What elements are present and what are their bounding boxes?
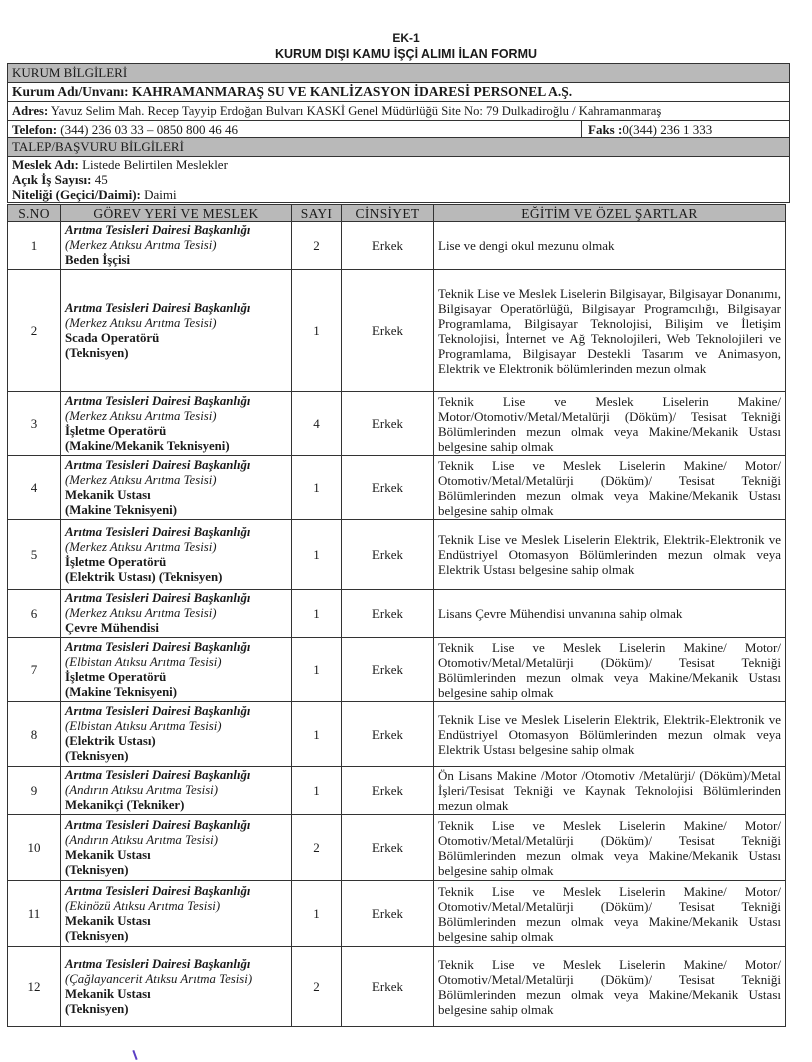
document-header	[0, 30, 812, 63]
row-gorev	[61, 392, 292, 456]
row-dept: Arıtma Tesisleri Dairesi Başkanlığı	[65, 300, 251, 315]
row-job-detail: (Teknisyen)	[65, 928, 129, 943]
row-cinsiyet: Erkek	[342, 702, 434, 767]
row-cinsiyet: Erkek	[342, 270, 434, 392]
row-job: Çevre Mühendisi	[65, 621, 159, 635]
acik-is-value: 45	[94, 172, 108, 187]
table-row	[8, 456, 786, 520]
row-dept: Arıtma Tesisleri Dairesi Başkanlığı	[65, 768, 251, 782]
row-job: İşletme Operatörü	[65, 669, 167, 684]
row-location: (Andırın Atıksu Arıtma Tesisi)	[65, 832, 218, 847]
row-job-detail: (Makine/Mekanik Teknisyeni)	[65, 438, 230, 453]
kurum-name-row	[8, 83, 789, 102]
table-row	[8, 590, 786, 638]
row-dept: Arıtma Tesisleri Dairesi Başkanlığı	[65, 524, 251, 539]
row-location: (Merkez Atıksu Arıtma Tesisi)	[65, 472, 217, 487]
row-job-detail: (Makine Teknisyeni)	[65, 684, 177, 699]
table-row	[8, 270, 786, 392]
row-egitim: Teknik Lise ve Meslek Liselerin Bilgisayar, Bilgisayar Donanımı, Bilgisayar Operatörlüğü, Bilgisayar Programcılığı, Bilgisayar Programlama, Bilgisayar Teknolojisi, Bilişim ve İletişim Teknolojisi, İnternet ve Ağ Teknolojileri, Web Teknolojileri ve Programlama, Bilgisayar Destekli Tasarım ve Animasyon, Elektrik ve Elektronik bölümlerinden mezun olmak	[434, 270, 786, 392]
row-dept: Arıtma Tesisleri Dairesi Başkanlığı	[65, 956, 251, 971]
row-location: (Merkez Atıksu Arıtma Tesisi)	[65, 606, 217, 620]
nitelik-label: Niteliği (Geçici/Daimi):	[12, 187, 141, 202]
phone-cell	[8, 121, 582, 137]
row-job: Beden İşçisi	[65, 253, 131, 267]
row-sayi: 1	[292, 456, 342, 520]
row-egitim: Teknik Lise ve Meslek Liselerin Makine/ Motor/Otomotiv/Metal/Metalürji (Döküm)/ Tesisat Tekniği Bölümlerinden mezun olmak veya Makine/Mekanik Ustası belgesine sahip olmak	[434, 392, 786, 456]
address-label: Adres:	[12, 104, 49, 118]
fax-cell	[582, 121, 789, 137]
row-job-detail: (Teknisyen)	[65, 749, 129, 763]
row-sayi: 2	[292, 947, 342, 1027]
acik-is-label: Açık İş Sayısı:	[12, 172, 92, 187]
meslek-value: Listede Belirtilen Meslekler	[82, 157, 228, 172]
row-gorev	[61, 767, 292, 815]
row-job: İşletme Operatörü	[65, 554, 167, 569]
row-gorev	[61, 815, 292, 881]
row-gorev	[61, 456, 292, 520]
table-row	[8, 638, 786, 702]
col-cinsiyet: CİNSİYET	[342, 205, 434, 222]
row-job: İşletme Operatörü	[65, 423, 167, 438]
row-sayi: 1	[292, 767, 342, 815]
row-sayi: 1	[292, 702, 342, 767]
row-egitim: Teknik Lise ve Meslek Liselerin Makine/ Motor/ Otomotiv/Metal/Metalürji (Döküm)/ Tesisat Tekniği Bölümlerinden mezun olmak veya Makine/Mekanik Ustası belgesine sahip olmak	[434, 947, 786, 1027]
row-cinsiyet: Erkek	[342, 222, 434, 270]
talep-section-title: TALEP/BAŞVURU BİLGİLERİ	[8, 138, 789, 157]
kurum-name-value: KAHRAMANMARAŞ SU VE KANLİZASYON İDARESİ PERSONEL A.Ş.	[132, 84, 573, 99]
row-egitim: Teknik Lise ve Meslek Liselerin Elektrik, Elektrik-Elektronik ve Endüstriyel Otomasyon Bölümlerinden mezun olmak veya Elektrik Ustası belgesine sahip olmak	[434, 520, 786, 590]
phone-label: Telefon:	[12, 122, 58, 137]
row-sno: 2	[8, 270, 61, 392]
kurum-section-title: KURUM BİLGİLERİ	[8, 64, 789, 83]
row-sayi: 1	[292, 638, 342, 702]
row-gorev	[61, 947, 292, 1027]
address-value: Yavuz Selim Mah. Recep Tayyip Erdoğan Bulvarı KASKİ Genel Müdürlüğü Site No: 79 Dulkadiroğlu / Kahramanmaraş	[50, 104, 662, 118]
row-sno: 10	[8, 815, 61, 881]
row-sayi: 1	[292, 270, 342, 392]
row-job: Mekanik Ustası	[65, 487, 151, 502]
row-location: (Merkez Atıksu Arıtma Tesisi)	[65, 315, 217, 330]
row-cinsiyet: Erkek	[342, 881, 434, 947]
row-job-detail: (Teknisyen)	[65, 862, 129, 877]
row-gorev	[61, 881, 292, 947]
fax-label: Faks :	[588, 122, 623, 137]
row-job-detail: (Elektrik Ustası) (Teknisyen)	[65, 569, 223, 584]
row-job-detail: (Teknisyen)	[65, 345, 129, 360]
row-dept: Arıtma Tesisleri Dairesi Başkanlığı	[65, 704, 251, 718]
row-job: Mekanik Ustası	[65, 986, 151, 1001]
table-row	[8, 815, 786, 881]
col-sno: S.NO	[8, 205, 61, 222]
form-title: KURUM DIŞI KAMU İŞÇİ ALIMI İLAN FORMU	[274, 47, 538, 61]
row-location: (Merkez Atıksu Arıtma Tesisi)	[65, 408, 217, 423]
row-sayi: 2	[292, 222, 342, 270]
row-dept: Arıtma Tesisleri Dairesi Başkanlığı	[65, 639, 251, 654]
kurum-name-label: Kurum Adı/Unvanı:	[12, 84, 129, 99]
row-dept: Arıtma Tesisleri Dairesi Başkanlığı	[65, 817, 251, 832]
row-egitim: Teknik Lise ve Meslek Liselerin Makine/ Motor/ Otomotiv/Metal/Metalürji (Döküm)/ Tesisat Tekniği Bölümlerinden mezun olmak veya Makine/Mekanik Ustası belgesine sahip olmak	[434, 638, 786, 702]
fax-value: 0(344) 236 1 333	[622, 122, 713, 137]
row-job: Mekanikçi (Tekniker)	[65, 798, 185, 812]
row-cinsiyet: Erkek	[342, 456, 434, 520]
row-sayi: 2	[292, 815, 342, 881]
row-location: (Elbistan Atıksu Arıtma Tesisi)	[65, 654, 222, 669]
col-gorev: GÖREV YERİ VE MESLEK	[61, 205, 292, 222]
row-gorev	[61, 270, 292, 392]
row-sayi: 1	[292, 881, 342, 947]
row-egitim: Teknik Lise ve Meslek Liselerin Makine/ Motor/ Otomotiv/Metal/Metalürji (Döküm)/ Tesisat Tekniği Bölümlerinden mezun olmak veya Makine/Mekanik Ustası belgesine sahip olmak	[434, 456, 786, 520]
nitelik-value: Daimi	[144, 187, 177, 202]
positions-table	[7, 204, 786, 1027]
row-location: (Elbistan Atıksu Arıtma Tesisi)	[65, 719, 222, 733]
table-row	[8, 702, 786, 767]
col-egitim: EĞİTİM VE ÖZEL ŞARTLAR	[434, 205, 786, 222]
row-job: Mekanik Ustası	[65, 913, 151, 928]
meslek-label: Meslek Adı:	[12, 157, 79, 172]
row-location: (Andırın Atıksu Arıtma Tesisi)	[65, 783, 218, 797]
table-row	[8, 520, 786, 590]
row-gorev	[61, 638, 292, 702]
row-sayi: 1	[292, 520, 342, 590]
row-location: (Merkez Atıksu Arıtma Tesisi)	[65, 238, 217, 252]
row-gorev	[61, 222, 292, 270]
contact-row	[8, 121, 789, 138]
row-job: (Elektrik Ustası)	[65, 734, 156, 748]
row-location: (Ekinözü Atıksu Arıtma Tesisi)	[65, 898, 221, 913]
row-egitim: Lisans Çevre Mühendisi unvanına sahip olmak	[434, 590, 786, 638]
row-sno: 3	[8, 392, 61, 456]
row-egitim: Ön Lisans Makine /Motor /Otomotiv /Metalürji/ (Döküm)/Metal İşleri/Tesisat Tekniği ve Kaynak Teknolojisi Bölümlerinden mezun olmak	[434, 767, 786, 815]
row-cinsiyet: Erkek	[342, 947, 434, 1027]
row-dept: Arıtma Tesisleri Dairesi Başkanlığı	[65, 457, 251, 472]
table-header-row	[8, 205, 786, 222]
meslek-row	[8, 157, 789, 172]
row-job-detail: (Teknisyen)	[65, 1001, 129, 1016]
row-cinsiyet: Erkek	[342, 767, 434, 815]
col-sayi: SAYI	[292, 205, 342, 222]
row-cinsiyet: Erkek	[342, 520, 434, 590]
row-sno: 9	[8, 767, 61, 815]
row-sno: 1	[8, 222, 61, 270]
row-location: (Çağlayancerit Atıksu Arıtma Tesisi)	[65, 971, 253, 986]
row-location: (Merkez Atıksu Arıtma Tesisi)	[65, 539, 217, 554]
row-cinsiyet: Erkek	[342, 638, 434, 702]
annex-label: EK-1	[392, 31, 420, 45]
pen-mark	[132, 1050, 137, 1060]
row-sno: 7	[8, 638, 61, 702]
row-egitim: Teknik Lise ve Meslek Liselerin Makine/ Motor/ Otomotiv/Metal/Metalürji (Döküm)/ Tesisat Tekniği Bölümlerinden mezun olmak veya Makine/Mekanik Ustası belgesine sahip olmak	[434, 815, 786, 881]
info-section	[7, 63, 790, 203]
row-dept: Arıtma Tesisleri Dairesi Başkanlığı	[65, 393, 251, 408]
talep-block	[8, 157, 789, 203]
row-cinsiyet: Erkek	[342, 392, 434, 456]
row-gorev	[61, 702, 292, 767]
row-sno: 4	[8, 456, 61, 520]
row-gorev	[61, 520, 292, 590]
table-row	[8, 222, 786, 270]
acik-is-row	[8, 172, 789, 187]
row-dept: Arıtma Tesisleri Dairesi Başkanlığı	[65, 223, 251, 237]
row-job: Mekanik Ustası	[65, 847, 151, 862]
row-sno: 5	[8, 520, 61, 590]
row-gorev	[61, 590, 292, 638]
phone-value: (344) 236 03 33 – 0850 800 46 46	[60, 122, 238, 137]
table-row	[8, 392, 786, 456]
row-dept: Arıtma Tesisleri Dairesi Başkanlığı	[65, 591, 251, 605]
row-sno: 12	[8, 947, 61, 1027]
row-job: Scada Operatörü	[65, 330, 160, 345]
address-row	[8, 102, 789, 121]
row-job-detail: (Makine Teknisyeni)	[65, 502, 177, 517]
row-egitim: Lise ve dengi okul mezunu olmak	[434, 222, 786, 270]
row-egitim: Teknik Lise ve Meslek Liselerin Makine/ Motor/ Otomotiv/Metal/Metalürji (Döküm)/ Tesisat Tekniği Bölümlerinden mezun olmak veya Makine/Mekanik Ustası belgesine sahip olmak	[434, 881, 786, 947]
row-sayi: 4	[292, 392, 342, 456]
row-sno: 11	[8, 881, 61, 947]
row-cinsiyet: Erkek	[342, 590, 434, 638]
table-row	[8, 767, 786, 815]
row-sno: 8	[8, 702, 61, 767]
nitelik-row	[8, 187, 789, 202]
row-cinsiyet: Erkek	[342, 815, 434, 881]
row-dept: Arıtma Tesisleri Dairesi Başkanlığı	[65, 883, 251, 898]
row-sayi: 1	[292, 590, 342, 638]
row-egitim: Teknik Lise ve Meslek Liselerin Elektrik, Elektrik-Elektronik ve Endüstriyel Otomasyon Bölümlerinden mezun olmak veya Elektrik Ustası belgesine sahip olmak	[434, 702, 786, 767]
row-sno: 6	[8, 590, 61, 638]
table-row	[8, 881, 786, 947]
table-row	[8, 947, 786, 1027]
